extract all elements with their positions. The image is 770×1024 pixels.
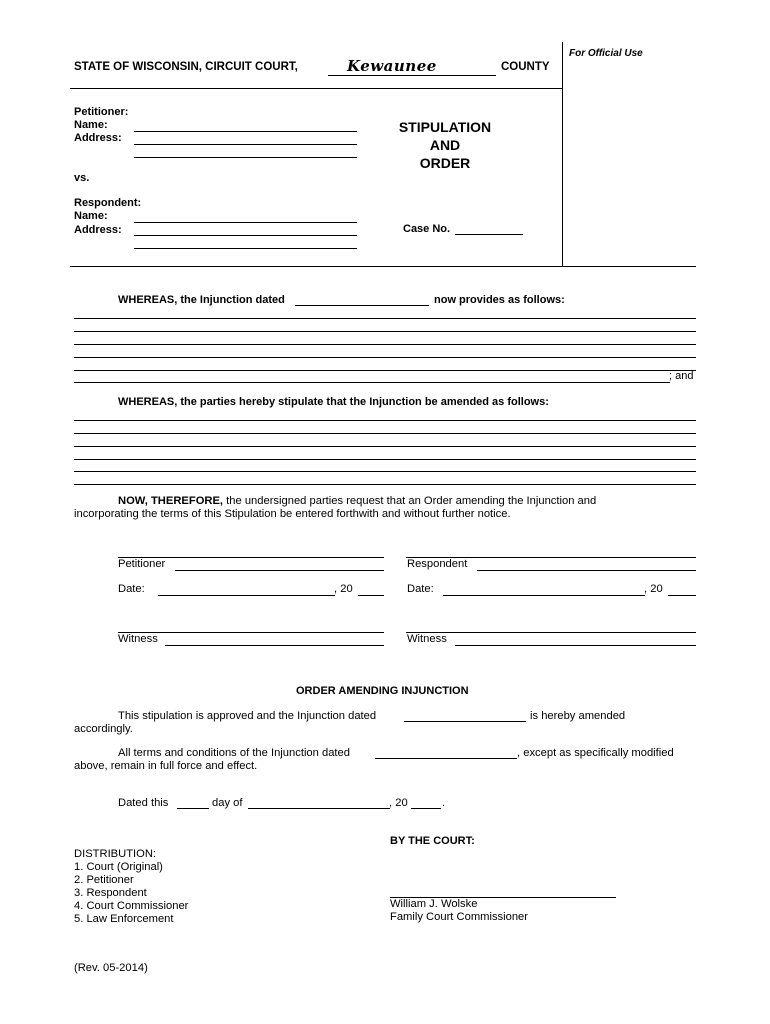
dated-year-label: , 20 — [389, 797, 408, 809]
order-p1-c: accordingly. — [74, 723, 133, 735]
revision-label: (Rev. 05-2014) — [74, 962, 148, 974]
provisions-line-5[interactable] — [74, 370, 696, 371]
county-name: Kewaunee — [347, 57, 437, 75]
petitioner-address-field-2[interactable] — [134, 157, 357, 158]
petitioner-date-field[interactable] — [158, 595, 335, 596]
day-of-label: day of — [212, 797, 243, 809]
petitioner-year-prefix: , 20 — [334, 583, 353, 595]
amendment-line-3[interactable] — [74, 446, 696, 447]
amendment-line-2[interactable] — [74, 433, 696, 434]
petitioner-signature-label: Petitioner — [118, 558, 166, 570]
respondent-date-field[interactable] — [443, 595, 645, 596]
county-suffix: COUNTY — [501, 61, 550, 73]
title-line-2: AND — [429, 137, 461, 153]
distribution-item: 2. Petitioner — [74, 874, 134, 886]
petitioner-name-label: Name: — [74, 119, 108, 131]
petitioner-year-field[interactable] — [358, 595, 384, 596]
dated-day-field[interactable] — [177, 808, 209, 809]
provisions-line-3[interactable] — [74, 344, 696, 345]
distribution-item: 3. Respondent — [74, 887, 147, 899]
witness-2-print-line[interactable] — [455, 645, 696, 646]
now-therefore-text-2: incorporating the terms of this Stipulation be entered forthwith and without further notice. — [74, 508, 511, 520]
now-therefore-paragraph — [74, 495, 704, 521]
official-use-label: For Official Use — [569, 48, 643, 59]
order-p1-a: This stipulation is approved and the Injunction dated — [118, 710, 377, 722]
case-number-label: Case No. — [403, 223, 451, 235]
dated-month-field[interactable] — [248, 808, 390, 809]
order-p2-b: , except as specifically modified — [517, 747, 674, 759]
court-caption — [74, 61, 298, 73]
whereas-1-suffix: now provides as follows: — [434, 294, 565, 306]
order-terms-date-field[interactable] — [375, 758, 517, 759]
provisions-line-2[interactable] — [74, 331, 696, 332]
distribution-block — [74, 848, 188, 926]
witness-2-signature-line[interactable] — [406, 632, 696, 633]
petitioner-address-field-1[interactable] — [134, 144, 357, 145]
by-the-court: BY THE COURT: — [390, 835, 475, 847]
signer-title: Family Court Commissioner — [390, 911, 529, 923]
title-line-3: ORDER — [419, 155, 471, 171]
order-p1-b: is hereby amended — [530, 710, 626, 722]
witness-1-label: Witness — [118, 633, 158, 645]
respondent-signature-label: Respondent — [407, 558, 468, 570]
witness-1-print-line[interactable] — [165, 645, 384, 646]
petitioner-print-line[interactable] — [175, 570, 384, 571]
distribution-item: 5. Law Enforcement — [74, 913, 174, 925]
petitioner-date-label: Date: — [118, 583, 145, 595]
respondent-year-prefix: , 20 — [644, 583, 663, 595]
respondent-address-label: Address: — [74, 224, 122, 236]
whereas-1-prefix: WHEREAS, the Injunction dated — [118, 294, 285, 306]
amendment-line-4[interactable] — [74, 459, 696, 460]
respondent-address-field-1[interactable] — [134, 235, 357, 236]
header-rule — [70, 88, 562, 89]
respondent-name-field[interactable] — [134, 222, 357, 223]
dated-label: Dated this — [118, 797, 169, 809]
case-number-field[interactable] — [455, 234, 523, 235]
signer-name: William J. Wolske — [390, 898, 478, 910]
amendment-line-5[interactable] — [74, 471, 696, 472]
petitioner-heading: Petitioner: — [74, 106, 129, 118]
provisions-line-6[interactable] — [74, 382, 670, 383]
whereas-2: WHEREAS, the parties hereby stipulate that the Injunction be amended as follows: — [118, 396, 549, 408]
title-line-1: STIPULATION — [398, 119, 492, 135]
petitioner-address-label: Address: — [74, 132, 122, 144]
versus-label: vs. — [74, 172, 90, 184]
injunction-date-field[interactable] — [295, 305, 429, 306]
document-title — [390, 118, 500, 172]
witness-2-label: Witness — [407, 633, 447, 645]
order-p2-a: All terms and conditions of the Injunction dated — [118, 747, 350, 759]
distribution-heading: DISTRIBUTION: — [74, 848, 157, 860]
provisions-line-4[interactable] — [74, 357, 696, 358]
respondent-name-label: Name: — [74, 210, 108, 222]
official-use-border — [562, 42, 563, 266]
dated-period: . — [442, 797, 446, 809]
respondent-heading: Respondent: — [74, 197, 142, 209]
distribution-item: 1. Court (Original) — [74, 861, 163, 873]
now-therefore-bold: NOW, THEREFORE, — [118, 495, 224, 507]
respondent-year-field[interactable] — [668, 595, 696, 596]
order-heading: ORDER AMENDING INJUNCTION — [296, 685, 469, 697]
section-rule — [70, 266, 696, 267]
county-blank — [328, 75, 496, 76]
amendment-line-6[interactable] — [74, 484, 696, 485]
petitioner-name-field[interactable] — [134, 131, 357, 132]
order-injunction-date-field[interactable] — [404, 721, 526, 722]
and-text: ; and — [669, 370, 694, 382]
distribution-item: 4. Court Commissioner — [74, 900, 189, 912]
court-prefix: STATE OF WISCONSIN, CIRCUIT COURT, — [74, 61, 298, 73]
order-p2-c: above, remain in full force and effect. — [74, 760, 258, 772]
now-therefore-text-1: the undersigned parties request that an Order amending the Injunction and — [223, 495, 597, 507]
amendment-line-1[interactable] — [74, 420, 696, 421]
respondent-address-field-2[interactable] — [134, 248, 357, 249]
provisions-line-1[interactable] — [74, 318, 696, 319]
dated-year-field[interactable] — [411, 808, 441, 809]
respondent-print-line[interactable] — [477, 570, 696, 571]
respondent-date-label: Date: — [407, 583, 434, 595]
